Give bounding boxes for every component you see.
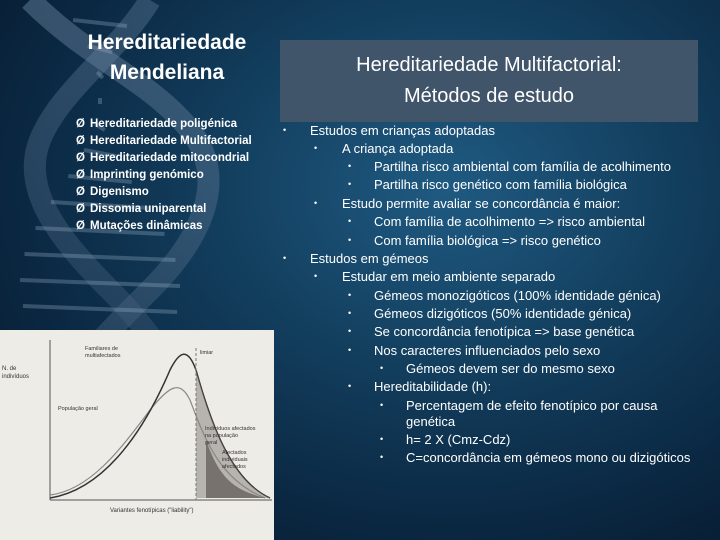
topic-item <box>76 167 276 184</box>
bullet-l3: Hereditabilidade (h): <box>374 379 492 394</box>
bullet-l3: Gémeos dizigóticos (50% identidade génica) <box>374 306 632 321</box>
topic-item <box>76 218 276 235</box>
bullet-l3: Partilha risco ambiental com família de acolhimento <box>374 159 671 174</box>
ylabel-a: N. de <box>2 366 17 372</box>
bullet-l4: Percentagem de efeito fenotípico por causa <box>406 398 658 413</box>
topic-label: Dissomia uniparental <box>90 203 207 215</box>
slide-title-line1: Hereditariedade Multifactorial: <box>356 54 622 76</box>
topic-item <box>76 150 276 167</box>
arrow-bullet-icon: Ø <box>76 220 85 232</box>
topic-label: Digenismo <box>90 186 149 198</box>
affected-rel-label: Afectados <box>222 450 247 456</box>
topic-item <box>76 133 276 150</box>
left-title-line1: Hereditariedade <box>87 31 247 54</box>
topic-item <box>76 201 276 218</box>
bullet-l3: Partilha risco genético com família biológica <box>374 177 627 192</box>
arrow-bullet-icon: Ø <box>76 118 85 130</box>
bullet-l2: Estudo permite avaliar se concordância é maior: <box>342 196 621 211</box>
bullet-l4: h= 2 X (Cmz-Cdz) <box>406 432 511 447</box>
bullet-icon: • <box>348 161 352 171</box>
topic-item <box>76 116 276 133</box>
population-label: População geral <box>58 406 98 412</box>
bullet-icon: • <box>314 143 318 153</box>
helix-rung <box>25 254 176 260</box>
family-label-2: multiafectados <box>85 353 121 359</box>
bullet-l1: Estudos em gémeos <box>310 251 429 266</box>
affected-rel-label-3: afectados <box>222 464 246 470</box>
threshold-label: limiar <box>200 350 214 356</box>
bullet-l2: A criança adoptada <box>342 141 454 156</box>
topic-label: Hereditariedade mitocondrial <box>90 152 250 164</box>
bullet-l3: Gémeos monozigóticos (100% identidade génica) <box>374 288 661 303</box>
topic-label: Hereditariedade poligénica <box>90 118 237 130</box>
liability-threshold-figure <box>0 330 274 540</box>
topic-label: Mutações dinâmicas <box>90 220 203 232</box>
topic-list <box>76 116 276 235</box>
bullet-icon: • <box>348 235 352 245</box>
helix-rung <box>73 20 127 26</box>
topic-item <box>76 184 276 201</box>
arrow-bullet-icon: Ø <box>76 186 85 198</box>
liability-threshold-diagram <box>0 330 274 540</box>
left-title-line2: Mendeliana <box>109 61 225 84</box>
topic-label: Hereditariedade Multifactorial <box>90 135 252 147</box>
affected-label-2: na população <box>205 433 239 439</box>
bullet-l3: Com família biológica => risco genético <box>374 233 601 248</box>
bullet-l1: Estudos em crianças adoptadas <box>310 123 495 138</box>
arrow-bullet-icon: Ø <box>76 169 85 181</box>
ylabel-b: indivíduos <box>2 374 30 380</box>
bullet-icon: • <box>348 308 352 318</box>
slide-title <box>280 40 698 122</box>
affected-rel-label-2: individuais <box>222 457 248 463</box>
bullet-icon: • <box>348 216 352 226</box>
bullet-icon: • <box>314 271 318 281</box>
helix-rung <box>23 306 177 312</box>
bullet-icon: • <box>283 253 287 263</box>
bullet-icon: • <box>380 434 384 444</box>
bullet-l3: Se concordância fenotípica => base genética <box>374 324 635 339</box>
bullet-l2: Estudar em meio ambiente separado <box>342 269 556 284</box>
topic-label: Imprinting genómico <box>90 169 204 181</box>
left-title <box>62 28 272 88</box>
bullet-icon: • <box>380 363 384 373</box>
bullet-icon: • <box>348 179 352 189</box>
x-axis-label: Variantes fenotípicas ("liability") <box>110 508 194 514</box>
bullet-icon: • <box>348 326 352 336</box>
slide-title-line2: Métodos de estudo <box>403 85 575 107</box>
bullet-l4-continuation: genética <box>406 414 456 429</box>
bullet-icon: • <box>380 452 384 462</box>
bullet-icon: • <box>348 290 352 300</box>
affected-label: Indivíduos afectados <box>205 426 256 432</box>
bullet-l4: C=concordância em gémeos mono ou dizigóticos <box>406 450 691 465</box>
bullet-icon: • <box>348 381 352 391</box>
bullet-icon: • <box>380 400 384 410</box>
arrow-bullet-icon: Ø <box>76 152 85 164</box>
arrow-bullet-icon: Ø <box>76 203 85 215</box>
bullet-l3: Nos caracteres influenciados pelo sexo <box>374 343 601 358</box>
family-label: Familiares de <box>85 346 119 352</box>
affected-label-3: geral <box>205 440 218 446</box>
bullet-icon: • <box>283 125 287 135</box>
bullet-l3: Com família de acolhimento => risco ambiental <box>374 214 645 229</box>
bullet-l4: Gémeos devem ser do mesmo sexo <box>406 361 615 376</box>
bullet-icon: • <box>348 345 352 355</box>
bullet-icon: • <box>314 198 318 208</box>
arrow-bullet-icon: Ø <box>76 135 85 147</box>
